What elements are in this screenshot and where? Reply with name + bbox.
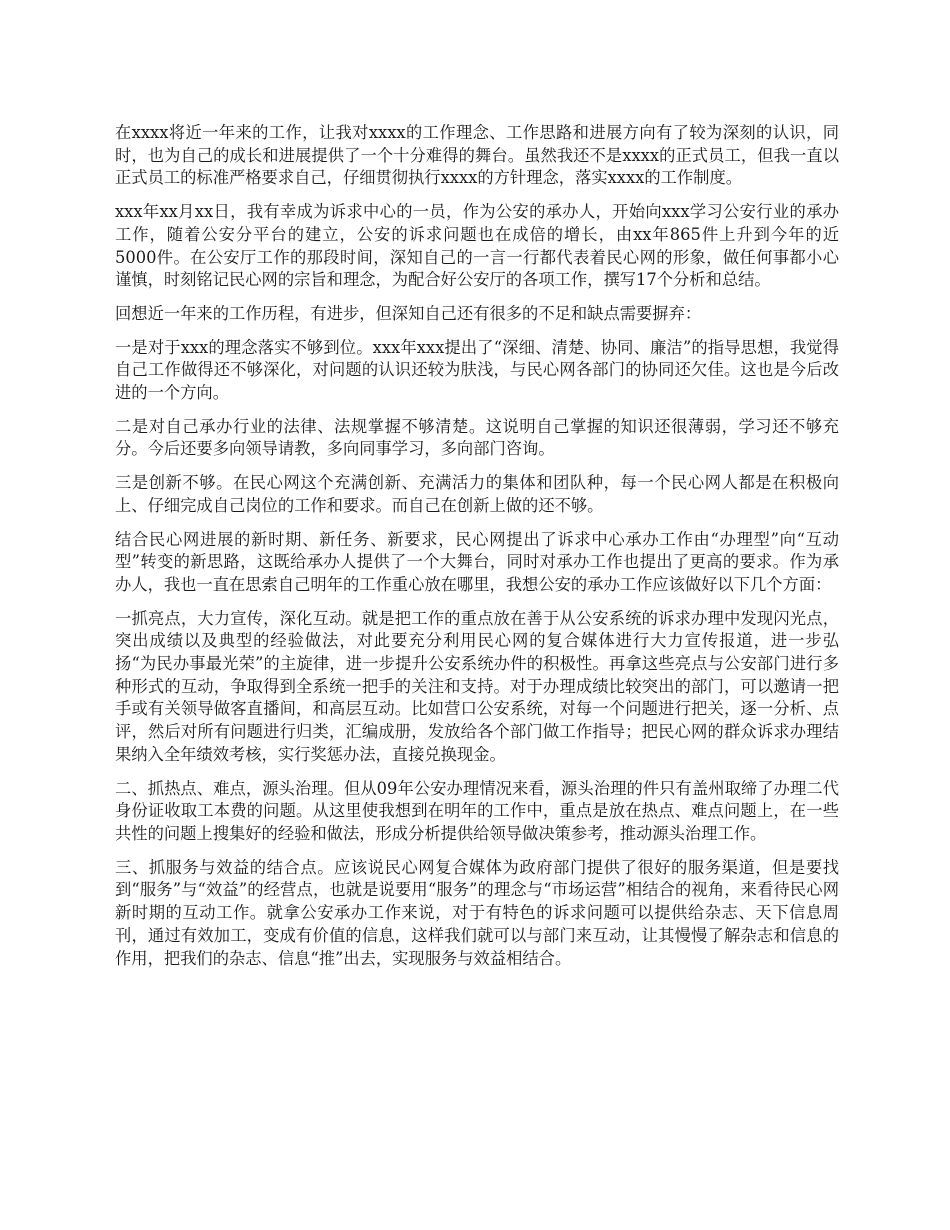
paragraph-plan-intro: 结合民心网进展的新时期、新任务、新要求，民心网提出了诉求中心承办工作由“办理型”向“互动型”转变的新思路，这既给承办人提供了一个大舞台，同时对承办工作也提出了更高的要求。作为承办人，我也一直在思索自己明年的工作重心放在哪里，我想公安的承办工作应该做好以下几个方面： [115,529,839,594]
document-body [115,122,839,981]
paragraph-shortcoming-2: 二是对自己承办行业的法律、法规掌握不够清楚。这说明自己掌握的知识还很薄弱，学习还不够充分。今后还要多向领导请教，多向同事学习，多向部门咨询。 [115,416,839,459]
paragraph-plan-3: 三、抓服务与效益的结合点。应该说民心网复合媒体为政府部门提供了很好的服务渠道，但是要找到“服务”与“效益”的经营点，也就是说要用“服务”的理念与“市场运营”相结合的视角，来看待民心网新时期的互动工作。就拿公安承办工作来说，对于有特色的诉求问题可以提供给杂志、天下信息周刊，通过有效加工，变成有价值的信息，这样我们就可以与部门来互动，让其慢慢了解杂志和信息的作用，把我们的杂志、信息“推”出去，实现服务与效益相结合。 [115,857,839,968]
paragraph-review: 回想近一年来的工作历程，有进步，但深知自己还有很多的不足和缺点需要摒弃： [115,303,702,323]
paragraph-background: xxx年xx月xx日，我有幸成为诉求中心的一员，作为公安的承办人，开始向xxx学习公安行业的承办工作，随着公安分平台的建立，公安的诉求问题也在成倍的增长，由xx年865件上升到今年的近5000件。在公安厅工作的那段时间，深知自己的一言一行都代表着民心网的形象，做任何事都小心谨慎，时刻铭记民心网的宗旨和理念，为配合好公安厅的各项工作，撰写17个分析和总结。 [115,202,839,290]
paragraph-plan-1: 一抓亮点，大力宣传，深化互动。就是把工作的重点放在善于从公安系统的诉求办理中发现闪光点，突出成绩以及典型的经验做法，对此要充分利用民心网的复合媒体进行大力宣传报道，进一步弘扬“为民办事最光荣”的主旋律，进一步提升公安系统办件的积极性。再拿这些亮点与公安部门进行多种形式的互动，争取得到全系统一把手的关注和支持。对于办理成绩比较突出的部门，可以邀请一把手或有关领导做客直播间，和高层互动。比如营口公安系统，对每一个问题进行把关，逐一分析、点评，然后对所有问题进行归类，汇编成册，发放给各个部门做工作指导；把民心网的群众诉求办理结果纳入全年绩效考核，实行奖惩办法，直接兑换现金。 [115,608,839,764]
paragraph-shortcoming-1: 一是对于xxx的理念落实不够到位。xxx年xxx提出了“深细、清楚、协同、廉洁”的指导思想，我觉得自己工作做得还不够深化，对问题的认识还较为肤浅，与民心网各部门的协同还欠佳。这也是今后改进的一个方向。 [115,337,839,403]
paragraph-plan-2: 二、抓热点、难点，源头治理。但从09年公安办理情况来看，源头治理的件只有盖州取缔了办理二代身份证收取工本费的问题。从这里使我想到在明年的工作中，重点是放在热点、难点问题上，在一些共性的问题上搜集好的经验和做法，形成分析提供给领导做决策参考，推动源头治理工作。 [115,778,839,843]
paragraph-intro: 在xxxx将近一年来的工作，让我对xxxx的工作理念、工作思路和进展方向有了较为深刻的认识，同时，也为自己的成长和进展提供了一个十分难得的舞台。虽然我还不是xxxx的正式员工，但我一直以正式员工的标准严格要求自己，仔细贯彻执行xxxx的方针理念，落实xxxx的工作制度。 [115,123,839,188]
paragraph-shortcoming-3: 三是创新不够。在民心网这个充满创新、充满活力的集体和团队种，每一个民心网人都是在积极向上、仔细完成自己岗位的工作和要求。而自己在创新上做的还不够。 [115,473,839,515]
